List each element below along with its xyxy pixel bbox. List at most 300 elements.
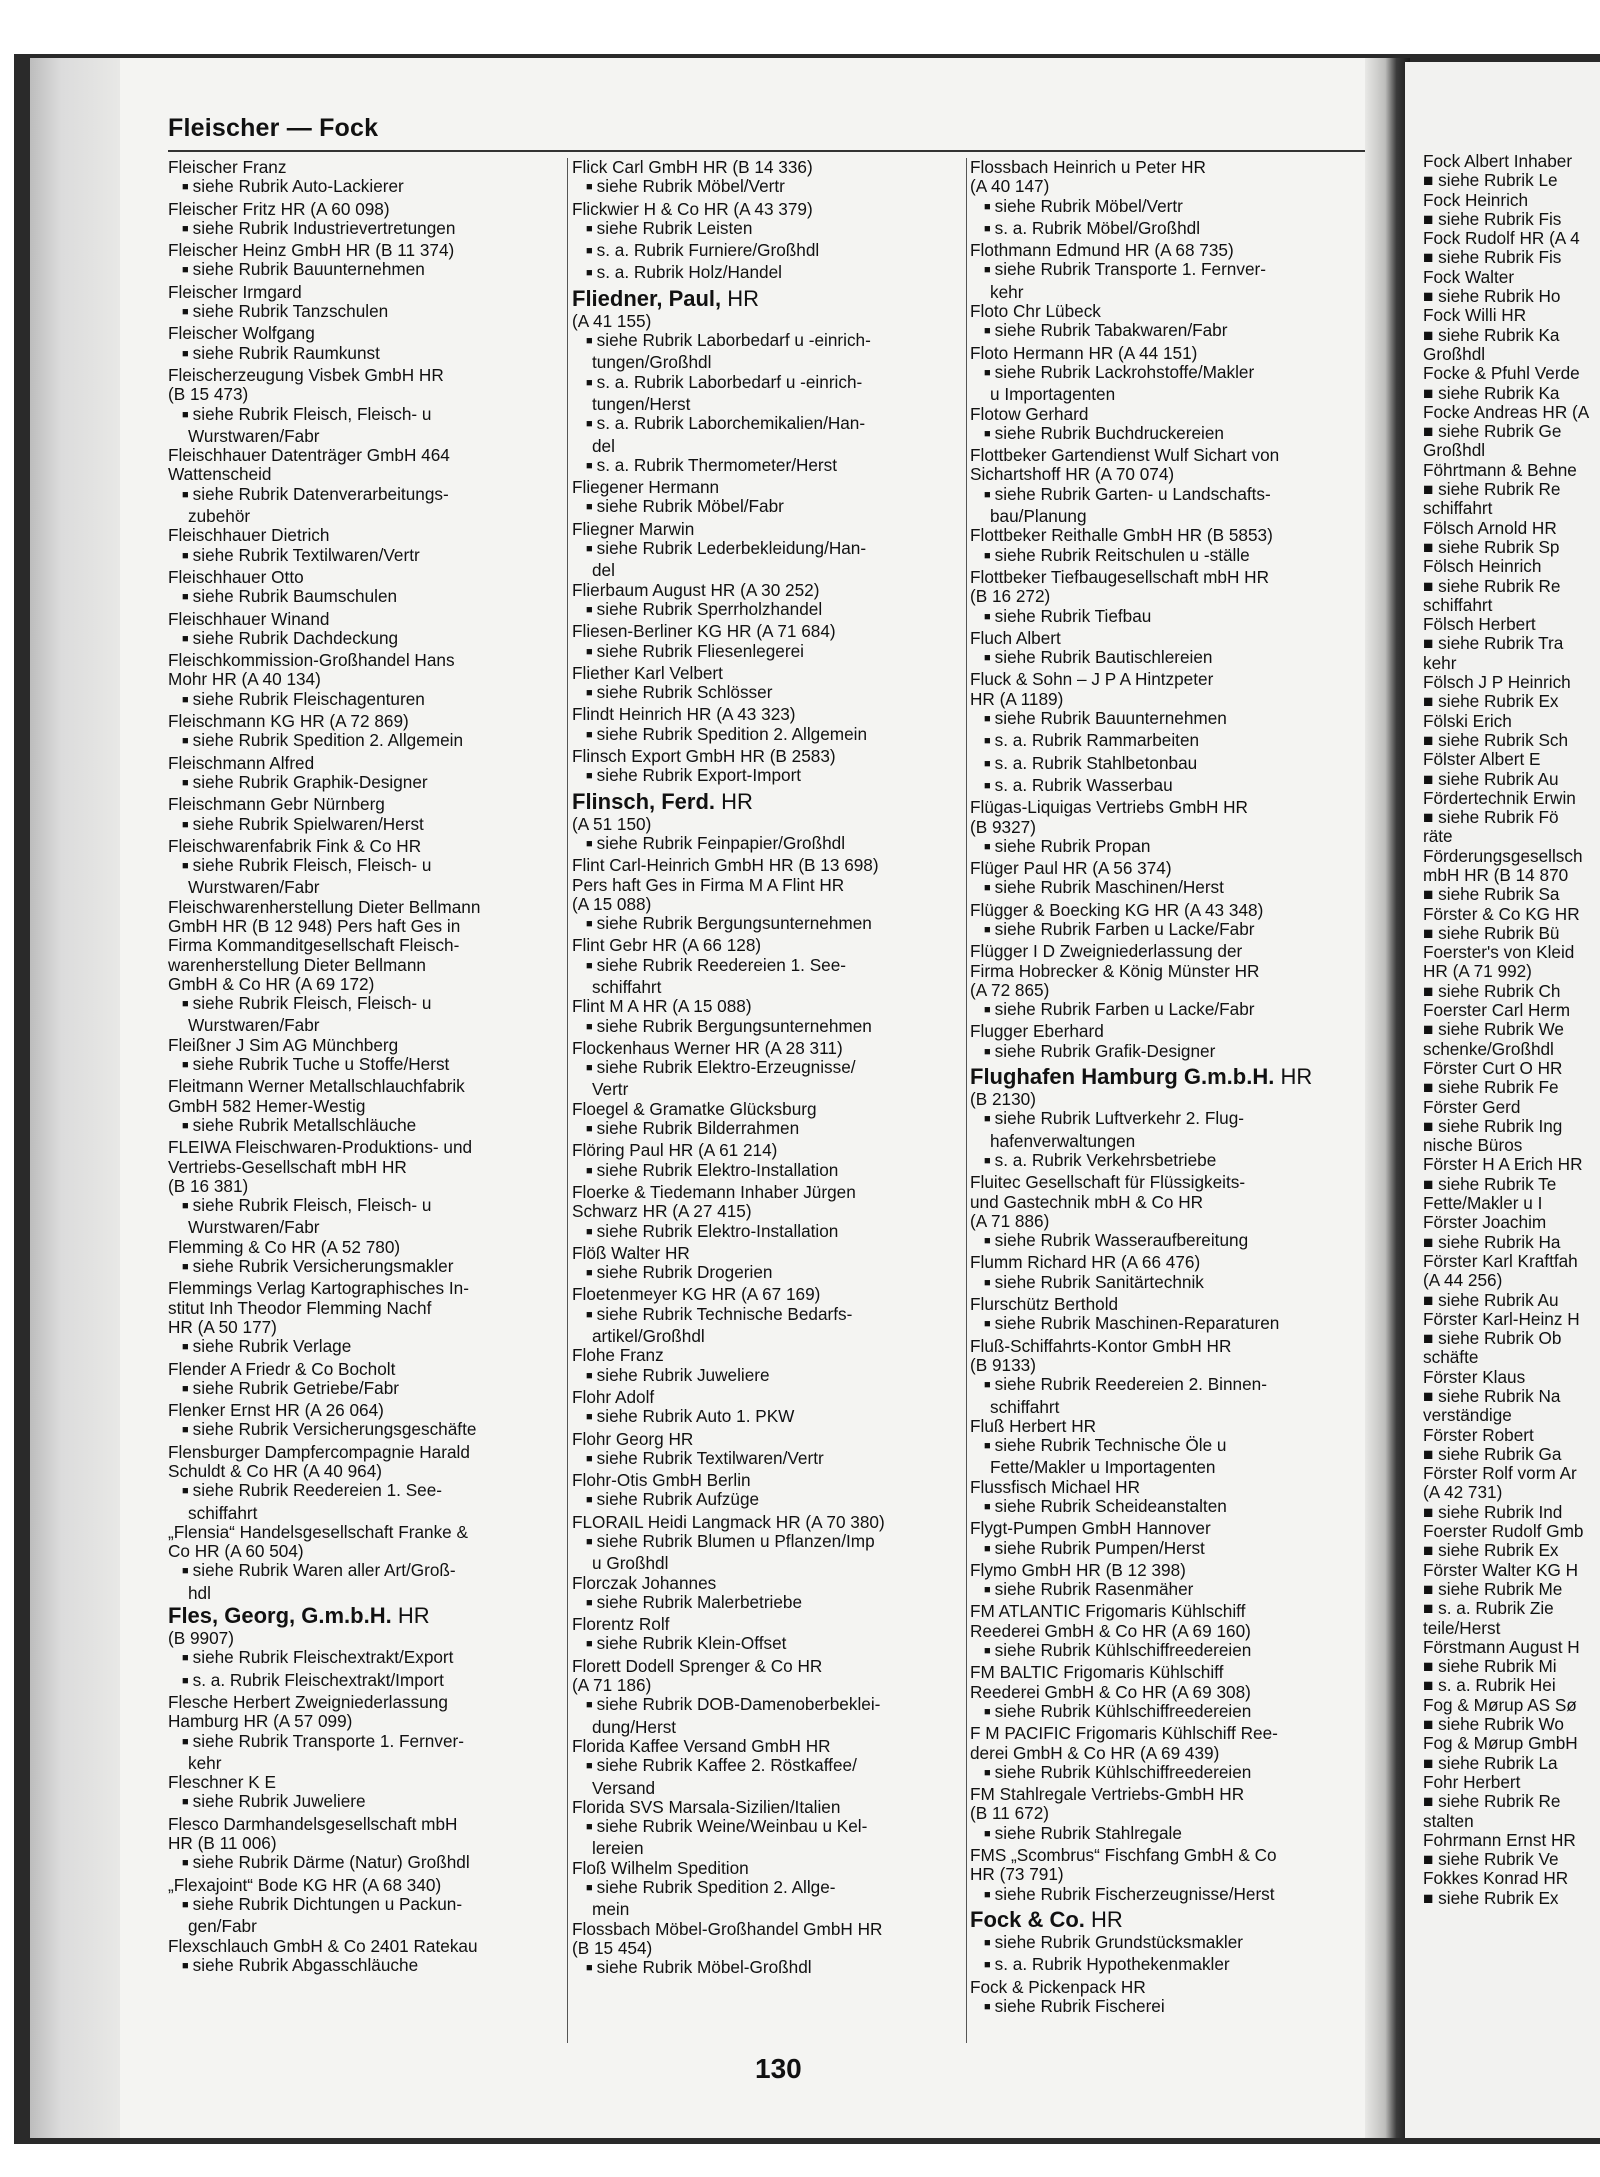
rubrik-reference: ■ siehe Rubrik Fliesenlegerei — [586, 642, 964, 664]
rubrik-reference: ■ siehe Rubrik Graphik-Designer — [182, 773, 563, 795]
entry-line: Fleischmann Gebr Nürnberg — [168, 794, 385, 815]
entry-line: hdl — [188, 1582, 211, 1603]
entry-line: Fette/Makler u Importagenten — [990, 1457, 1216, 1478]
next-page-line: Fördertechnik Erwin — [1423, 787, 1576, 808]
rubrik-reference: ■ siehe Rubrik Dichtungen u Packun- — [182, 1895, 563, 1917]
next-page-line: mbH HR (B 14 870 — [1423, 864, 1569, 885]
rubrik-reference: ■ siehe Rubrik Getriebe/Fabr — [182, 1379, 563, 1401]
rubrik-reference: ■ siehe Rubrik Lederbekleidung/Han- — [586, 539, 964, 561]
rubrik-reference: ■ siehe Rubrik Luftverkehr 2. Flug- — [984, 1109, 1366, 1131]
next-page-line: ■ siehe Rubrik Wo — [1423, 1714, 1564, 1735]
next-page-line: Großhdl — [1423, 343, 1486, 364]
entry-line: Flexschlauch GmbH & Co 2401 Ratekau — [168, 1935, 478, 1956]
entry-line: (B 2130) — [970, 1089, 1036, 1110]
rubrik-reference: ■ siehe Rubrik Aufzüge — [586, 1490, 964, 1512]
next-page-line: Fölsch J P Heinrich — [1423, 672, 1571, 693]
next-page-line: Großhdl — [1423, 440, 1486, 461]
rubrik-reference: ■ s. a. Rubrik Laborbedarf u -einrich- — [586, 373, 964, 395]
entry-line: gen/Fabr — [188, 1916, 257, 1937]
entry-line: HR (73 791) — [970, 1864, 1064, 1885]
rubrik-reference: ■ siehe Rubrik DOB-Damenoberbeklei- — [586, 1695, 964, 1717]
rubrik-reference: ■ siehe Rubrik Juweliere — [586, 1366, 964, 1388]
next-page-line: ■ siehe Rubrik Fö — [1423, 807, 1559, 828]
entry-line: HR (B 11 006) — [168, 1833, 277, 1854]
entry-line: (B 16 381) — [168, 1175, 249, 1196]
entry-line: Fleischer Fritz HR (A 60 098) — [168, 198, 390, 219]
rubrik-reference: ■ siehe Rubrik Fleisch, Fleisch- u — [182, 856, 563, 878]
entry-line: Flint Gebr HR (A 66 128) — [572, 935, 762, 956]
next-page-line: Fohrmann Ernst HR — [1423, 1829, 1576, 1850]
next-page-line: ■ siehe Rubrik Ha — [1423, 1231, 1561, 1252]
next-page-line: Förster Gerd — [1423, 1096, 1521, 1117]
entry-line: Fleischwarenherstellung Dieter Bellmann — [168, 896, 481, 917]
entry-line: Flügger I D Zweigniederlassung der — [970, 941, 1243, 962]
next-page-line: ■ siehe Rubrik Me — [1423, 1578, 1563, 1599]
entry-line: Flotow Gerhard — [970, 403, 1089, 424]
rubrik-reference: ■ siehe Rubrik Reedereien 1. See- — [586, 956, 964, 978]
rubrik-reference: ■ siehe Rubrik Elektro-Erzeugnisse/ — [586, 1058, 964, 1080]
next-page-line: Fock Albert Inhaber — [1423, 151, 1573, 171]
rubrik-reference: ■ siehe Rubrik Lackrohstoffe/Makler — [984, 363, 1366, 385]
next-page-line: ■ s. a. Rubrik Hei — [1423, 1675, 1556, 1696]
rubrik-reference: ■ siehe Rubrik Metallschläuche — [182, 1116, 563, 1138]
rubrik-reference: ■ siehe Rubrik Bautischlereien — [984, 648, 1366, 670]
entry-line: derei GmbH & Co HR (A 69 439) — [970, 1742, 1220, 1763]
rubrik-reference: ■ siehe Rubrik Maschinen/Herst — [984, 878, 1366, 900]
entry-line: (A 41 155) — [572, 310, 652, 331]
rubrik-reference: ■ siehe Rubrik Auto 1. PKW — [586, 1407, 964, 1429]
entry-line: Florida Kaffee Versand GmbH HR — [572, 1735, 831, 1756]
rubrik-reference: ■ siehe Rubrik Laborbedarf u -einrich- — [586, 331, 964, 353]
entry-line: Flygt-Pumpen GmbH Hannover — [970, 1518, 1211, 1539]
entry-line: dung/Herst — [592, 1716, 677, 1737]
next-page-line: ■ siehe Rubrik Au — [1423, 768, 1559, 789]
entry-line: Fleschner K E — [168, 1772, 276, 1793]
next-page-line: Förster H A Erich HR — [1423, 1154, 1583, 1175]
entry-line: FLEIWA Fleischwaren-Produktions- und — [168, 1137, 473, 1158]
entry-line: Fluck & Sohn – J P A Hintzpeter — [970, 669, 1214, 690]
rubrik-reference: ■ siehe Rubrik Elektro-Installation — [586, 1222, 964, 1244]
entry-line: Flumm Richard HR (A 66 476) — [970, 1252, 1201, 1273]
next-page-line: Fohr Herbert — [1423, 1771, 1521, 1792]
entry-line: FLORAIL Heidi Langmack HR (A 70 380) — [572, 1511, 885, 1532]
next-page-line: ■ siehe Rubrik Bü — [1423, 922, 1560, 943]
next-page-line: schenke/Großhdl — [1423, 1038, 1554, 1059]
entry-line: Fock & Pickenpack HR — [970, 1976, 1146, 1997]
entry-line: Flensburger Dampfercompagnie Harald — [168, 1441, 470, 1462]
rubrik-reference: ■ siehe Rubrik Möbel/Fabr — [586, 497, 964, 519]
entry-line: tungen/Herst — [592, 393, 691, 414]
entry-line: schiffahrt — [592, 976, 662, 997]
rubrik-reference: ■ siehe Rubrik Tiefbau — [984, 607, 1366, 629]
entry-line: Pers haft Ges in Firma M A Flint HR — [572, 874, 845, 895]
rubrik-reference: ■ siehe Rubrik Grundstücksmakler — [984, 1933, 1366, 1955]
next-page-line: ■ siehe Rubrik Fis — [1423, 247, 1562, 268]
entry-line: Floß Wilhelm Spedition — [572, 1857, 749, 1878]
next-page-line: schiffahrt — [1423, 498, 1493, 519]
page-number: 130 — [755, 2053, 802, 2084]
entry-line: Flottbeker Tiefbaugesellschaft mbH HR — [970, 566, 1270, 587]
rubrik-reference: ■ siehe Rubrik Bilderrahmen — [586, 1119, 964, 1141]
rubrik-reference: ■ s. a. Rubrik Verkehrsbetriebe — [984, 1151, 1366, 1173]
rubrik-reference: ■ siehe Rubrik Auto-Lackierer — [182, 177, 563, 199]
next-page-line: Förster Karl-Heinz H — [1423, 1308, 1580, 1329]
entry-line: (B 11 672) — [970, 1803, 1049, 1824]
entry-line: Fleischer Irmgard — [168, 281, 302, 302]
next-page-line: Förster Walter KG H — [1423, 1559, 1579, 1580]
next-page-line: ■ siehe Rubrik Ex — [1423, 691, 1559, 712]
entry-line: Floto Hermann HR (A 44 151) — [970, 342, 1198, 363]
entry-line: Flöß Walter HR — [572, 1242, 690, 1263]
rubrik-reference: ■ siehe Rubrik Möbel/Vertr — [586, 177, 964, 199]
next-page-line: ■ siehe Rubrik Na — [1423, 1386, 1561, 1406]
next-page-line: Förster Robert — [1423, 1424, 1534, 1445]
entry-line: HR (A 50 177) — [168, 1316, 277, 1337]
next-page-line: Fock Rudolf HR (A 4 — [1423, 228, 1580, 249]
entry-line: Firma Kommanditgesellschaft Fleisch- — [168, 935, 460, 956]
entry-line: Flurschütz Berthold — [970, 1294, 1119, 1315]
next-page-line: Föhrtmann & Behne — [1423, 459, 1577, 480]
entry-line: lereien — [592, 1838, 644, 1859]
entry-line: zubehör — [188, 506, 251, 527]
rubrik-reference: ■ siehe Rubrik Leisten — [586, 219, 964, 241]
header-rule — [168, 150, 1368, 152]
rubrik-reference: ■ siehe Rubrik Möbel/Vertr — [984, 197, 1366, 219]
rubrik-reference: ■ s. a. Rubrik Rammarbeiten — [984, 731, 1366, 753]
rubrik-reference: ■ siehe Rubrik Raumkunst — [182, 344, 563, 366]
entry-line: Floetenmeyer KG HR (A 67 169) — [572, 1284, 821, 1305]
rubrik-reference: ■ siehe Rubrik Reedereien 2. Binnen- — [984, 1375, 1366, 1397]
entry-line: Flugger Eberhard — [970, 1021, 1104, 1042]
entry-line: (B 9907) — [168, 1628, 234, 1649]
rubrik-reference: ■ siehe Rubrik Fleisch, Fleisch- u — [182, 994, 563, 1016]
rubrik-reference: ■ s. a. Rubrik Stahlbetonbau — [984, 754, 1366, 776]
next-page-line: Fock Heinrich — [1423, 189, 1529, 210]
next-page-line: Förster Klaus — [1423, 1366, 1526, 1387]
entry-line: Fluß-Schiffahrts-Kontor GmbH HR — [970, 1335, 1232, 1356]
entry-heading-name: Fles, Georg, G.m.b.H. — [168, 1603, 392, 1629]
entry-line: Vertr — [592, 1079, 629, 1100]
entry-line: Reederei GmbH & Co HR (A 69 160) — [970, 1620, 1251, 1641]
next-page-line: Fokkes Konrad HR — [1423, 1868, 1569, 1889]
entry-line: Fleischmann KG HR (A 72 869) — [168, 711, 409, 732]
rubrik-reference: ■ siehe Rubrik Fleischextrakt/Export — [182, 1648, 563, 1670]
next-page-line: ■ siehe Rubrik Ka — [1423, 382, 1560, 403]
book-gutter — [1365, 58, 1410, 2138]
next-page-line: ■ siehe Rubrik Ch — [1423, 980, 1561, 1001]
entry-line: Fleischhauer Winand — [168, 608, 330, 629]
rubrik-reference: ■ siehe Rubrik Drogerien — [586, 1263, 964, 1285]
next-page-line: schiffahrt — [1423, 594, 1493, 615]
rubrik-reference: ■ siehe Rubrik Tuche u Stoffe/Herst — [182, 1055, 563, 1077]
rubrik-reference: ■ siehe Rubrik Abgasschläuche — [182, 1956, 563, 1978]
rubrik-reference: ■ s. a. Rubrik Wasserbau — [984, 776, 1366, 798]
rubrik-reference: ■ siehe Rubrik Farben u Lacke/Fabr — [984, 1000, 1366, 1022]
entry-line: GmbH HR (B 12 948) Pers haft Ges in — [168, 915, 461, 936]
next-page-line: Focke Andreas HR (A — [1423, 401, 1590, 422]
entry-heading-register: HR — [715, 788, 753, 814]
rubrik-reference: ■ siehe Rubrik Elektro-Installation — [586, 1161, 964, 1183]
entry-line: FM BALTIC Frigomaris Kühlschiff — [970, 1662, 1224, 1683]
rubrik-reference: ■ siehe Rubrik Waren aller Art/Groß- — [182, 1561, 563, 1583]
entry-line: Flügas-Liquigas Vertriebs GmbH HR — [970, 797, 1248, 818]
page-edge-left — [30, 58, 120, 2138]
entry-line: Florett Dodell Sprenger & Co HR — [572, 1655, 823, 1676]
next-page-line: teile/Herst — [1423, 1617, 1501, 1638]
rubrik-reference: ■ siehe Rubrik Wasseraufbereitung — [984, 1231, 1366, 1253]
next-page-line: ■ siehe Rubrik Ex — [1423, 1887, 1559, 1908]
entry-line: del — [592, 560, 615, 581]
entry-line: FM Stahlregale Vertriebs-GmbH HR — [970, 1784, 1245, 1805]
next-page-line: Fock Willi HR — [1423, 305, 1527, 326]
entry-line: Fleischhauer Dietrich — [168, 525, 330, 546]
next-page-line: ■ siehe Rubrik Re — [1423, 479, 1561, 500]
rubrik-reference: ■ siehe Rubrik Spedition 2. Allgemein — [586, 725, 964, 747]
rubrik-reference: ■ siehe Rubrik Kaffee 2. Röstkaffee/ — [586, 1756, 964, 1778]
entry-line: Reederei GmbH & Co HR (A 69 308) — [970, 1681, 1251, 1702]
rubrik-reference: ■ siehe Rubrik Bergungsunternehmen — [586, 1017, 964, 1039]
next-page-line: kehr — [1423, 652, 1457, 673]
entry-line: Fliegner Marwin — [572, 518, 695, 539]
entry-line: kehr — [990, 281, 1024, 302]
entry-line: (B 9327) — [970, 816, 1036, 837]
entry-heading-name: Fock & Co. — [970, 1906, 1085, 1932]
next-page-line: stalten — [1423, 1810, 1474, 1831]
rubrik-reference: ■ siehe Rubrik Fischerzeugnisse/Herst — [984, 1885, 1366, 1907]
rubrik-reference: ■ siehe Rubrik Textilwaren/Vertr — [182, 546, 563, 568]
entry-line: Wattenscheid — [168, 464, 272, 485]
next-page-line: ■ siehe Rubrik We — [1423, 1019, 1564, 1040]
entry-line: tungen/Großhdl — [592, 352, 712, 373]
next-page-line: ■ siehe Rubrik Ga — [1423, 1443, 1562, 1464]
entry-line: Co HR (A 60 504) — [168, 1541, 304, 1562]
entry-line: Flesche Herbert Zweigniederlassung — [168, 1691, 448, 1712]
rubrik-reference: ■ siehe Rubrik Spedition 2. Allge- — [586, 1878, 964, 1900]
rubrik-reference: ■ s. a. Rubrik Furniere/Großhdl — [586, 241, 964, 263]
next-page-line: verständige — [1423, 1405, 1512, 1426]
rubrik-reference: ■ siehe Rubrik Reitschulen u -ställe — [984, 546, 1366, 568]
next-page-line: ■ siehe Rubrik Ex — [1423, 1540, 1559, 1561]
entry-line: (A 71 186) — [572, 1675, 652, 1696]
rubrik-reference: ■ siehe Rubrik Klein-Offset — [586, 1634, 964, 1656]
entry-line: Flossbach Möbel-Großhandel GmbH HR — [572, 1918, 883, 1939]
next-page-line: (A 44 256) — [1423, 1270, 1503, 1291]
entry-line: (A 40 147) — [970, 176, 1050, 197]
next-page-column — [1423, 152, 1589, 1908]
entry-line: „Flexajoint“ Bode KG HR (A 68 340) — [168, 1874, 442, 1895]
entry-line: Flindt Heinrich HR (A 43 323) — [572, 704, 796, 725]
entry-line: Fluß Herbert HR — [970, 1415, 1097, 1436]
entry-line: Flohr Georg HR — [572, 1428, 694, 1449]
entry-line: Versand — [592, 1777, 656, 1798]
next-page-line: ■ siehe Rubrik Fis — [1423, 208, 1562, 229]
rubrik-reference: ■ siehe Rubrik Propan — [984, 837, 1366, 859]
next-page-line: Fölski Erich — [1423, 710, 1512, 731]
next-page-line: nische Büros — [1423, 1135, 1523, 1156]
next-page-line: Förstmann August H — [1423, 1636, 1580, 1657]
entry-line: und Gastechnik mbH & Co HR — [970, 1191, 1204, 1212]
rubrik-reference: ■ siehe Rubrik Därme (Natur) Großhdl — [182, 1853, 563, 1875]
rubrik-reference: ■ s. a. Rubrik Möbel/Großhdl — [984, 219, 1366, 241]
entry-heading — [970, 1907, 1366, 1933]
entry-line: Flohe Franz — [572, 1345, 664, 1366]
rubrik-reference: ■ siehe Rubrik Malerbetriebe — [586, 1593, 964, 1615]
rubrik-reference: ■ siehe Rubrik Technische Bedarfs- — [586, 1305, 964, 1327]
entry-line: F M PACIFIC Frigomaris Kühlschiff Ree- — [970, 1723, 1278, 1744]
next-page-line: ■ siehe Rubrik Ho — [1423, 286, 1561, 307]
rubrik-reference: ■ siehe Rubrik Spedition 2. Allgemein — [182, 731, 563, 753]
entry-line: Fliegener Hermann — [572, 477, 720, 498]
entry-line: (B 16 272) — [970, 586, 1051, 607]
column-divider — [567, 158, 568, 2043]
next-page-line: ■ siehe Rubrik Ind — [1423, 1501, 1563, 1522]
rubrik-reference: ■ siehe Rubrik Bauunternehmen — [984, 709, 1366, 731]
entry-line: (A 15 088) — [572, 893, 652, 914]
rubrik-reference: ■ siehe Rubrik Schlösser — [586, 683, 964, 705]
entry-line: Wurstwaren/Fabr — [188, 877, 320, 898]
entry-line: Flesco Darmhandelsgesellschaft mbH — [168, 1813, 458, 1834]
next-page-line: ■ siehe Rubrik Te — [1423, 1173, 1557, 1194]
next-page-line: ■ siehe Rubrik Tra — [1423, 633, 1564, 654]
rubrik-reference: ■ siehe Rubrik Sperrholzhandel — [586, 600, 964, 622]
next-page-line: Fette/Makler u I — [1423, 1193, 1543, 1214]
next-page-line: ■ siehe Rubrik Le — [1423, 170, 1558, 191]
entry-line: (A 51 150) — [572, 813, 652, 834]
entry-heading-register: HR — [1084, 1906, 1123, 1932]
rubrik-reference: ■ siehe Rubrik Kühlschiffreedereien — [984, 1641, 1366, 1663]
next-page-line: ■ siehe Rubrik La — [1423, 1752, 1558, 1773]
entry-line: Fleischwarenfabrik Fink & Co HR — [168, 835, 422, 856]
entry-line: stitut Inh Theodor Flemming Nachf — [168, 1297, 432, 1318]
rubrik-reference: ■ siehe Rubrik Fleischagenturen — [182, 690, 563, 712]
entry-line: Mohr HR (A 40 134) — [168, 669, 321, 690]
rubrik-reference: ■ siehe Rubrik Kühlschiffreedereien — [984, 1763, 1366, 1785]
entry-line: Flemmings Verlag Kartographisches In- — [168, 1278, 469, 1299]
column-divider — [966, 158, 967, 2043]
entry-line: Flügger & Boecking KG HR (A 43 348) — [970, 899, 1264, 920]
rubrik-reference: ■ siehe Rubrik Versicherungsgeschäfte — [182, 1420, 563, 1442]
next-page-line: ■ siehe Rubrik Re — [1423, 1791, 1561, 1812]
next-page-line: HR (A 71 992) — [1423, 961, 1532, 982]
entry-line: (B 15 473) — [168, 384, 249, 405]
entry-line: schiffahrt — [990, 1396, 1060, 1417]
entry-line: Flohr-Otis GmbH Berlin — [572, 1470, 751, 1491]
next-page-line: Förster Karl Kraftfah — [1423, 1250, 1578, 1271]
entry-line: (B 9133) — [970, 1354, 1036, 1375]
entry-heading-name: Fliedner, Paul, — [572, 285, 722, 311]
rubrik-reference: ■ s. a. Rubrik Thermometer/Herst — [586, 456, 964, 478]
entry-line: Wurstwaren/Fabr — [188, 1217, 320, 1238]
entry-line: Wurstwaren/Fabr — [188, 1015, 320, 1036]
rubrik-reference: ■ siehe Rubrik Transporte 1. Fernver- — [182, 1732, 563, 1754]
next-page-line: Fock Walter — [1423, 266, 1515, 287]
entry-line: Schuldt & Co HR (A 40 964) — [168, 1461, 382, 1481]
entry-line: Fluitec Gesellschaft für Flüssigkeits- — [970, 1172, 1246, 1193]
rubrik-reference: ■ siehe Rubrik Tabakwaren/Fabr — [984, 321, 1366, 343]
rubrik-reference: ■ siehe Rubrik Grafik-Designer — [984, 1042, 1366, 1064]
next-page-line: Förster Joachim — [1423, 1212, 1547, 1233]
next-page-line: Fog & Mørup AS Sø — [1423, 1694, 1577, 1715]
column-1 — [168, 158, 563, 1978]
rubrik-reference: ■ siehe Rubrik Tanzschulen — [182, 302, 563, 324]
entry-heading-name: Flinsch, Ferd. — [572, 788, 716, 814]
entry-line: HR (A 1189) — [970, 688, 1064, 709]
next-page-line: ■ siehe Rubrik Sa — [1423, 884, 1560, 905]
entry-line: GmbH & Co HR (A 69 172) — [168, 973, 375, 994]
rubrik-reference: ■ siehe Rubrik Fleisch, Fleisch- u — [182, 405, 563, 427]
next-page-line: ■ siehe Rubrik Sp — [1423, 536, 1560, 557]
entry-line: (A 71 886) — [970, 1210, 1050, 1231]
entry-line: „Flensia“ Handelsgesellschaft Franke & — [168, 1521, 468, 1542]
rubrik-reference: ■ siehe Rubrik Stahlregale — [984, 1824, 1366, 1846]
rubrik-reference: ■ siehe Rubrik Farben u Lacke/Fabr — [984, 920, 1366, 942]
entry-heading-register: HR — [721, 285, 760, 311]
entry-line: Fleitmann Werner Metallschlauchfabrik — [168, 1076, 465, 1097]
entry-line: Flottbeker Reithalle GmbH HR (B 5853) — [970, 525, 1273, 546]
entry-line: Fliesen-Berliner KG HR (A 71 684) — [572, 621, 836, 642]
column-2 — [572, 158, 964, 1981]
next-page-line: räte — [1423, 826, 1453, 847]
rubrik-reference: ■ siehe Rubrik Pumpen/Herst — [984, 1539, 1366, 1561]
rubrik-reference: ■ siehe Rubrik Fleisch, Fleisch- u — [182, 1196, 563, 1218]
entry-line: Flint M A HR (A 15 088) — [572, 996, 752, 1017]
rubrik-reference: ■ siehe Rubrik Weine/Weinbau u Kel- — [586, 1817, 964, 1839]
entry-heading — [168, 1603, 563, 1629]
entry-line: Wurstwaren/Fabr — [188, 425, 320, 446]
next-page-line: ■ siehe Rubrik Ve — [1423, 1849, 1559, 1870]
entry-line: u Importagenten — [990, 384, 1116, 405]
next-page-line: ■ siehe Rubrik Ob — [1423, 1328, 1562, 1349]
rubrik-reference: ■ siehe Rubrik Bauunternehmen — [182, 260, 563, 282]
entry-line: Flierbaum August HR (A 30 252) — [572, 579, 820, 600]
rubrik-reference: ■ siehe Rubrik Textilwaren/Vertr — [586, 1449, 964, 1471]
next-page-line: Förster Curt O HR — [1423, 1057, 1563, 1078]
rubrik-reference: ■ s. a. Rubrik Hypothekenmakler — [984, 1955, 1366, 1977]
entry-line: Flöring Paul HR (A 61 214) — [572, 1140, 778, 1161]
entry-line: Flickwier H & Co HR (A 43 379) — [572, 198, 813, 219]
entry-line: Fleischhauer Otto — [168, 566, 304, 587]
rubrik-reference: ■ siehe Rubrik Maschinen-Reparaturen — [984, 1314, 1366, 1336]
next-page-line: ■ siehe Rubrik Ing — [1423, 1115, 1563, 1136]
column-3 — [970, 158, 1366, 2019]
next-page-line: Focke & Pfuhl Verde — [1423, 363, 1580, 384]
rubrik-reference: ■ s. a. Rubrik Fleischextrakt/Import — [182, 1671, 563, 1693]
entry-line: Florentz Rolf — [572, 1614, 670, 1635]
rubrik-reference: ■ siehe Rubrik Technische Öle u — [984, 1436, 1366, 1458]
entry-line: (A 72 865) — [970, 979, 1050, 1000]
entry-line: Flemming & Co HR (A 52 780) — [168, 1236, 401, 1257]
entry-line: Fleischkommission-Großhandel Hans — [168, 650, 455, 671]
entry-line: artikel/Großhdl — [592, 1326, 705, 1347]
entry-line: Flussfisch Michael HR — [970, 1476, 1141, 1497]
entry-line: Floegel & Gramatke Glücksburg — [572, 1098, 817, 1119]
next-page-line: Fölsch Heinrich — [1423, 556, 1542, 577]
next-page-line: Förster & Co KG HR — [1423, 903, 1580, 924]
entry-line: (B 15 454) — [572, 1937, 653, 1958]
entry-line: Floto Chr Lübeck — [970, 301, 1101, 322]
next-page-line: (A 42 731) — [1423, 1482, 1503, 1503]
rubrik-reference: ■ siehe Rubrik Versicherungsmakler — [182, 1257, 563, 1279]
entry-line: Hamburg HR (A 57 099) — [168, 1711, 353, 1732]
page-header: Fleischer — Fock — [168, 114, 379, 142]
rubrik-reference: ■ siehe Rubrik Baumschulen — [182, 587, 563, 609]
next-page-line: Förderungsgesellsch — [1423, 845, 1583, 866]
rubrik-reference: ■ siehe Rubrik Möbel-Großhdl — [586, 1958, 964, 1980]
next-page-line: Fölsch Arnold HR — [1423, 517, 1557, 538]
entry-line: Schwarz HR (A 27 415) — [572, 1201, 752, 1222]
next-page-line: ■ siehe Rubrik Au — [1423, 1289, 1559, 1310]
entry-line: Flothmann Edmund HR (A 68 735) — [970, 240, 1234, 261]
